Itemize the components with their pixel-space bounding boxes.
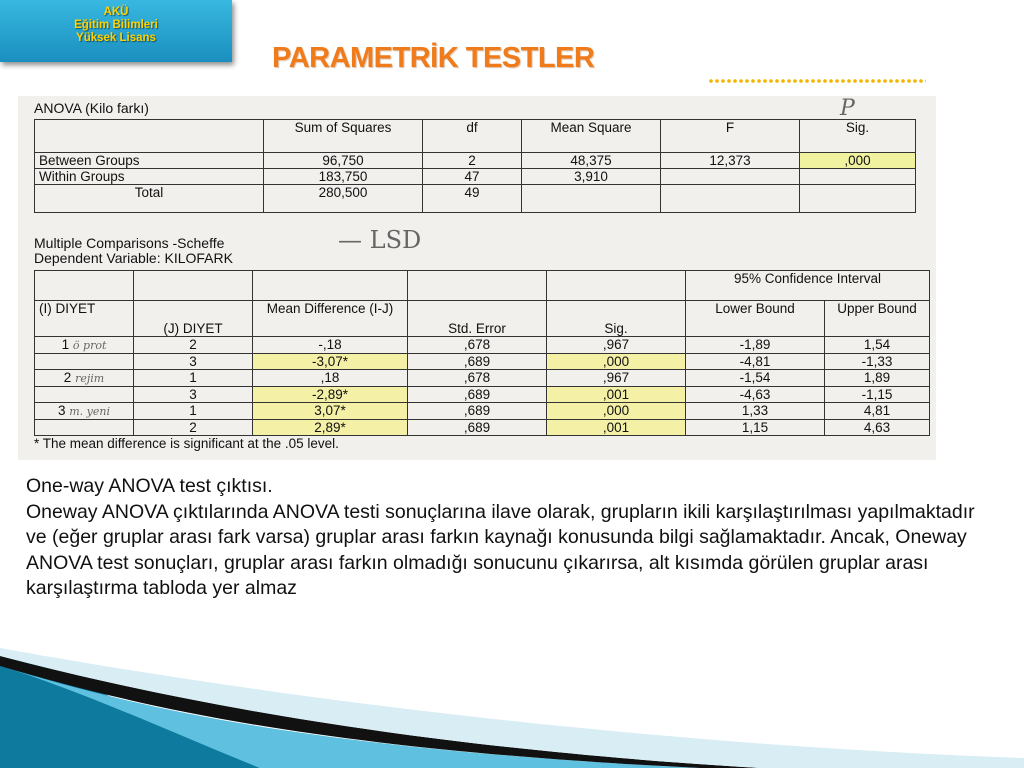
group-note: ö prot <box>72 339 107 352</box>
mc-cell: ,18 <box>253 370 408 387</box>
mc-cell: 4,63 <box>825 420 930 436</box>
mc-header-upper: Upper Bound <box>825 301 930 337</box>
anova-table <box>34 119 916 213</box>
comparisons-footnote: * The mean difference is significant at the .05 level. <box>34 436 339 451</box>
mc-header-blank <box>547 271 686 301</box>
anova-header-f: F <box>661 120 800 153</box>
mc-header-stderr: Std. Error <box>408 301 547 337</box>
mc-cell-sig-diff: 2,89* <box>253 420 408 436</box>
mc-cell: 1,54 <box>825 337 930 354</box>
mc-cell: 1,15 <box>686 420 825 436</box>
explanation-heading: One-way ANOVA test çıktısı. <box>26 475 273 497</box>
mc-cell: 4,81 <box>825 403 930 420</box>
mc-cell: -1,89 <box>686 337 825 354</box>
mc-cell: -4,81 <box>686 354 825 370</box>
anova-cell <box>800 185 916 213</box>
mc-cell: 2 <box>134 337 253 354</box>
decorative-swoosh <box>0 648 1024 768</box>
page-title: PARAMETRİK TESTLER <box>272 42 595 74</box>
mc-cell: -,18 <box>253 337 408 354</box>
mc-header-blank <box>253 271 408 301</box>
handwritten-lsd: — LSD <box>338 226 422 254</box>
group-i-value: 3 <box>57 403 66 418</box>
mc-cell: 1 <box>134 370 253 387</box>
mc-cell: ,689 <box>408 387 547 403</box>
ci-header: 95% Confidence Interval <box>686 271 930 301</box>
spss-output-scan <box>18 96 936 460</box>
mc-header-lower: Lower Bound <box>686 301 825 337</box>
course-badge <box>0 0 232 62</box>
mc-cell-sig-diff: -3,07* <box>253 354 408 370</box>
comparisons-dependent: Dependent Variable: KILOFARK <box>34 250 233 266</box>
badge-line-3: Yüksek Lisans <box>76 32 156 44</box>
anova-row-within: Within Groups <box>35 169 264 185</box>
anova-cell: 48,375 <box>522 153 661 169</box>
anova-cell <box>800 169 916 185</box>
anova-cell <box>661 185 800 213</box>
anova-cell: 280,500 <box>264 185 423 213</box>
anova-cell: 12,373 <box>661 153 800 169</box>
mc-group-i <box>35 370 134 387</box>
mc-header-blank <box>408 271 547 301</box>
mc-cell: 1 <box>134 403 253 420</box>
mc-cell: ,678 <box>408 337 547 354</box>
mc-group-blank <box>35 387 134 403</box>
mc-group-blank <box>35 420 134 436</box>
explanation-body: Oneway ANOVA çıktılarında ANOVA testi sonuçlarına ilave olarak, grupların ikili karşılaştırılması yapılmaktadır ve (eğer gruplar arası fark varsa) gruplar arası farkın kaynağı konusunda bilgi sağlamaktadır. Ancak, Oneway ANOVA test sonuçları, gruplar arası farkın olmadığı sonucunu çıkarırsa, alt kısımda görülen gruplar arası karşılaştırma tabloda yer almaz <box>26 500 975 599</box>
dotted-decoration <box>708 78 926 90</box>
mc-header-blank <box>35 271 134 301</box>
mc-cell: ,967 <box>547 337 686 354</box>
mc-cell: 1,33 <box>686 403 825 420</box>
group-i-value: 1 <box>61 337 70 352</box>
mc-cell: ,678 <box>408 370 547 387</box>
mc-cell: -1,33 <box>825 354 930 370</box>
mc-header-meandiff: Mean Difference (I-J) <box>253 301 408 337</box>
comparisons-title: Multiple Comparisons -Scheffe <box>34 235 225 251</box>
handwritten-p: P <box>840 96 855 121</box>
badge-line-2: Eğitim Bilimleri <box>74 19 158 31</box>
mc-cell-sig-diff: -2,89* <box>253 387 408 403</box>
mc-cell: -1,15 <box>825 387 930 403</box>
mc-header-i: (I) DIYET <box>35 301 134 337</box>
anova-header-ss: Sum of Squares <box>264 120 423 153</box>
mc-cell: ,689 <box>408 420 547 436</box>
mc-group-blank <box>35 354 134 370</box>
mc-cell: ,967 <box>547 370 686 387</box>
group-note: m. yeni <box>69 405 111 418</box>
comparisons-caption <box>34 236 233 266</box>
anova-cell: 183,750 <box>264 169 423 185</box>
mc-group-i <box>35 337 134 354</box>
mc-cell: ,689 <box>408 354 547 370</box>
badge-line-1: AKÜ <box>103 6 129 18</box>
mc-cell: 3 <box>134 387 253 403</box>
anova-cell <box>661 169 800 185</box>
mc-cell: 1,89 <box>825 370 930 387</box>
mc-cell-sig: ,001 <box>547 387 686 403</box>
mc-cell: -4,63 <box>686 387 825 403</box>
anova-row-total: Total <box>35 185 264 213</box>
mc-cell-sig-diff: 3,07* <box>253 403 408 420</box>
anova-row-between: Between Groups <box>35 153 264 169</box>
mc-cell-sig: ,000 <box>547 403 686 420</box>
anova-header-df: df <box>423 120 522 153</box>
anova-cell: 3,910 <box>522 169 661 185</box>
anova-header-ms: Mean Square <box>522 120 661 153</box>
anova-cell: 96,750 <box>264 153 423 169</box>
mc-header-j: (J) DIYET <box>134 301 253 337</box>
anova-header-sig: Sig. <box>800 120 916 153</box>
anova-cell: 2 <box>423 153 522 169</box>
mc-cell-sig: ,001 <box>547 420 686 436</box>
group-note: rejim <box>75 372 105 385</box>
anova-cell: 49 <box>423 185 522 213</box>
mc-group-i <box>35 403 134 420</box>
anova-cell: 47 <box>423 169 522 185</box>
anova-cell <box>522 185 661 213</box>
anova-caption: ANOVA (Kilo farkı) <box>34 100 149 116</box>
mc-cell-sig: ,000 <box>547 354 686 370</box>
mc-cell: ,689 <box>408 403 547 420</box>
group-i-value: 2 <box>63 370 72 385</box>
comparisons-table <box>34 270 930 436</box>
mc-header-sig: Sig. <box>547 301 686 337</box>
mc-cell: 3 <box>134 354 253 370</box>
mc-cell: 2 <box>134 420 253 436</box>
anova-cell-sig: ,000 <box>800 153 916 169</box>
mc-header-blank <box>134 271 253 301</box>
anova-header-empty <box>35 120 264 153</box>
mc-cell: -1,54 <box>686 370 825 387</box>
explanation-text <box>26 474 986 602</box>
